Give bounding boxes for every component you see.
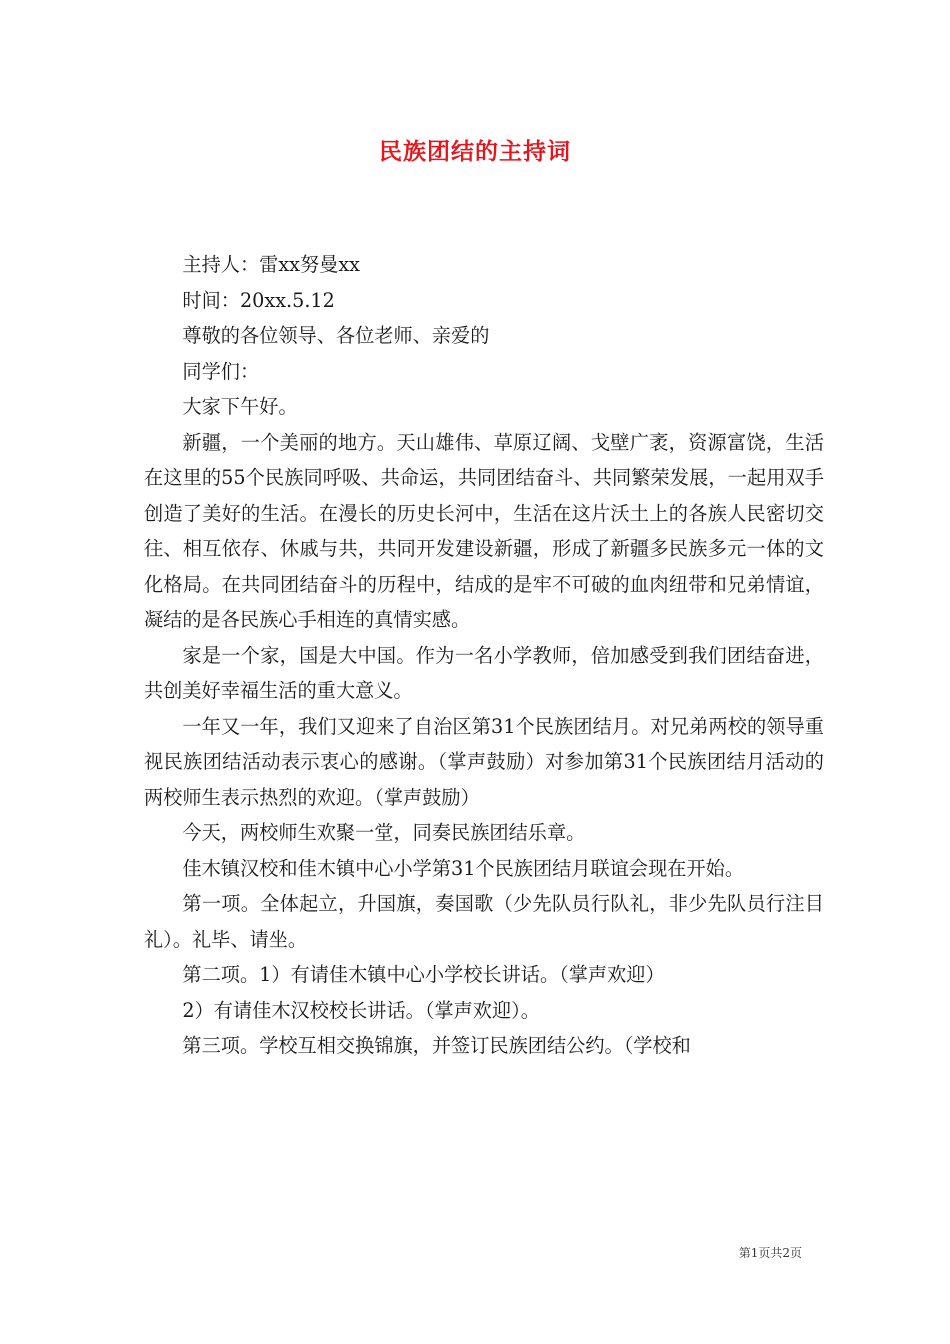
paragraph-greeting-cont: 同学们： (182, 359, 260, 383)
document-body (144, 247, 824, 1064)
paragraph-xinjiang: 新疆，一个美丽的地方。天山雄伟、草原辽阔、戈壁广袤，资源富饶，生活在这里的55个民族同呼吸、共命运，共同团结奋斗、共同繁荣发展，一起用双手创造了美好的生活。在漫长的历史长河中，生活在这片沃土上的各族人民密切交往、相互依存、休戚与共，共同开发建设新疆，形成了新疆多民族多元一体的文化格局。在共同团结奋斗的历程中，结成的是牢不可破的血肉纽带和兄弟情谊，凝结的是各民族心手相连的真情实感。 (144, 430, 824, 631)
paragraph-opening: 佳木镇汉校和佳木镇中心小学第31个民族团结月联谊会现在开始。 (182, 856, 745, 880)
document-title: 民族团结的主持词 (379, 138, 571, 165)
paragraph-item-two-b: 2）有请佳木汉校校长讲话。（掌声欢迎）。 (182, 998, 540, 1022)
paragraph-home-country: 家是一个家，国是大中国。作为一名小学教师，倍加感受到我们团结奋进，共创美好幸福生活的重大意义。 (144, 643, 824, 702)
paragraph-item-three: 第三项。学校互相交换锦旗，并签订民族团结公约。（学校和 (182, 1034, 691, 1057)
paragraph-host: 主持人：雷xx努曼xx (182, 253, 360, 276)
paragraph-today: 今天，两校师生欢聚一堂，同奏民族团结乐章。 (182, 821, 586, 844)
paragraph-greeting: 尊敬的各位领导、各位老师、亲爱的 (182, 324, 490, 347)
paragraph-good-afternoon: 大家下午好。 (182, 395, 298, 418)
paragraph-time: 时间：20xx.5.12 (182, 288, 335, 312)
paragraph-item-one: 第一项。全体起立，升国旗，奏国歌（少先队员行队礼，非少先队员行注目礼）。礼毕、请坐。 (144, 892, 824, 951)
page-indicator: 第1页共2页 (738, 1246, 802, 1260)
paragraph-unity-month: 一年又一年，我们又迎来了自治区第31个民族团结月。对兄弟两校的领导重视民族团结活动表示衷心的感谢。（掌声鼓励）对参加第31个民族团结月活动的两校师生表示热烈的欢迎。（掌声鼓励） (144, 714, 824, 809)
paragraph-item-two: 第二项。1）有请佳木镇中心小学校长讲话。（掌声欢迎） (182, 963, 665, 986)
